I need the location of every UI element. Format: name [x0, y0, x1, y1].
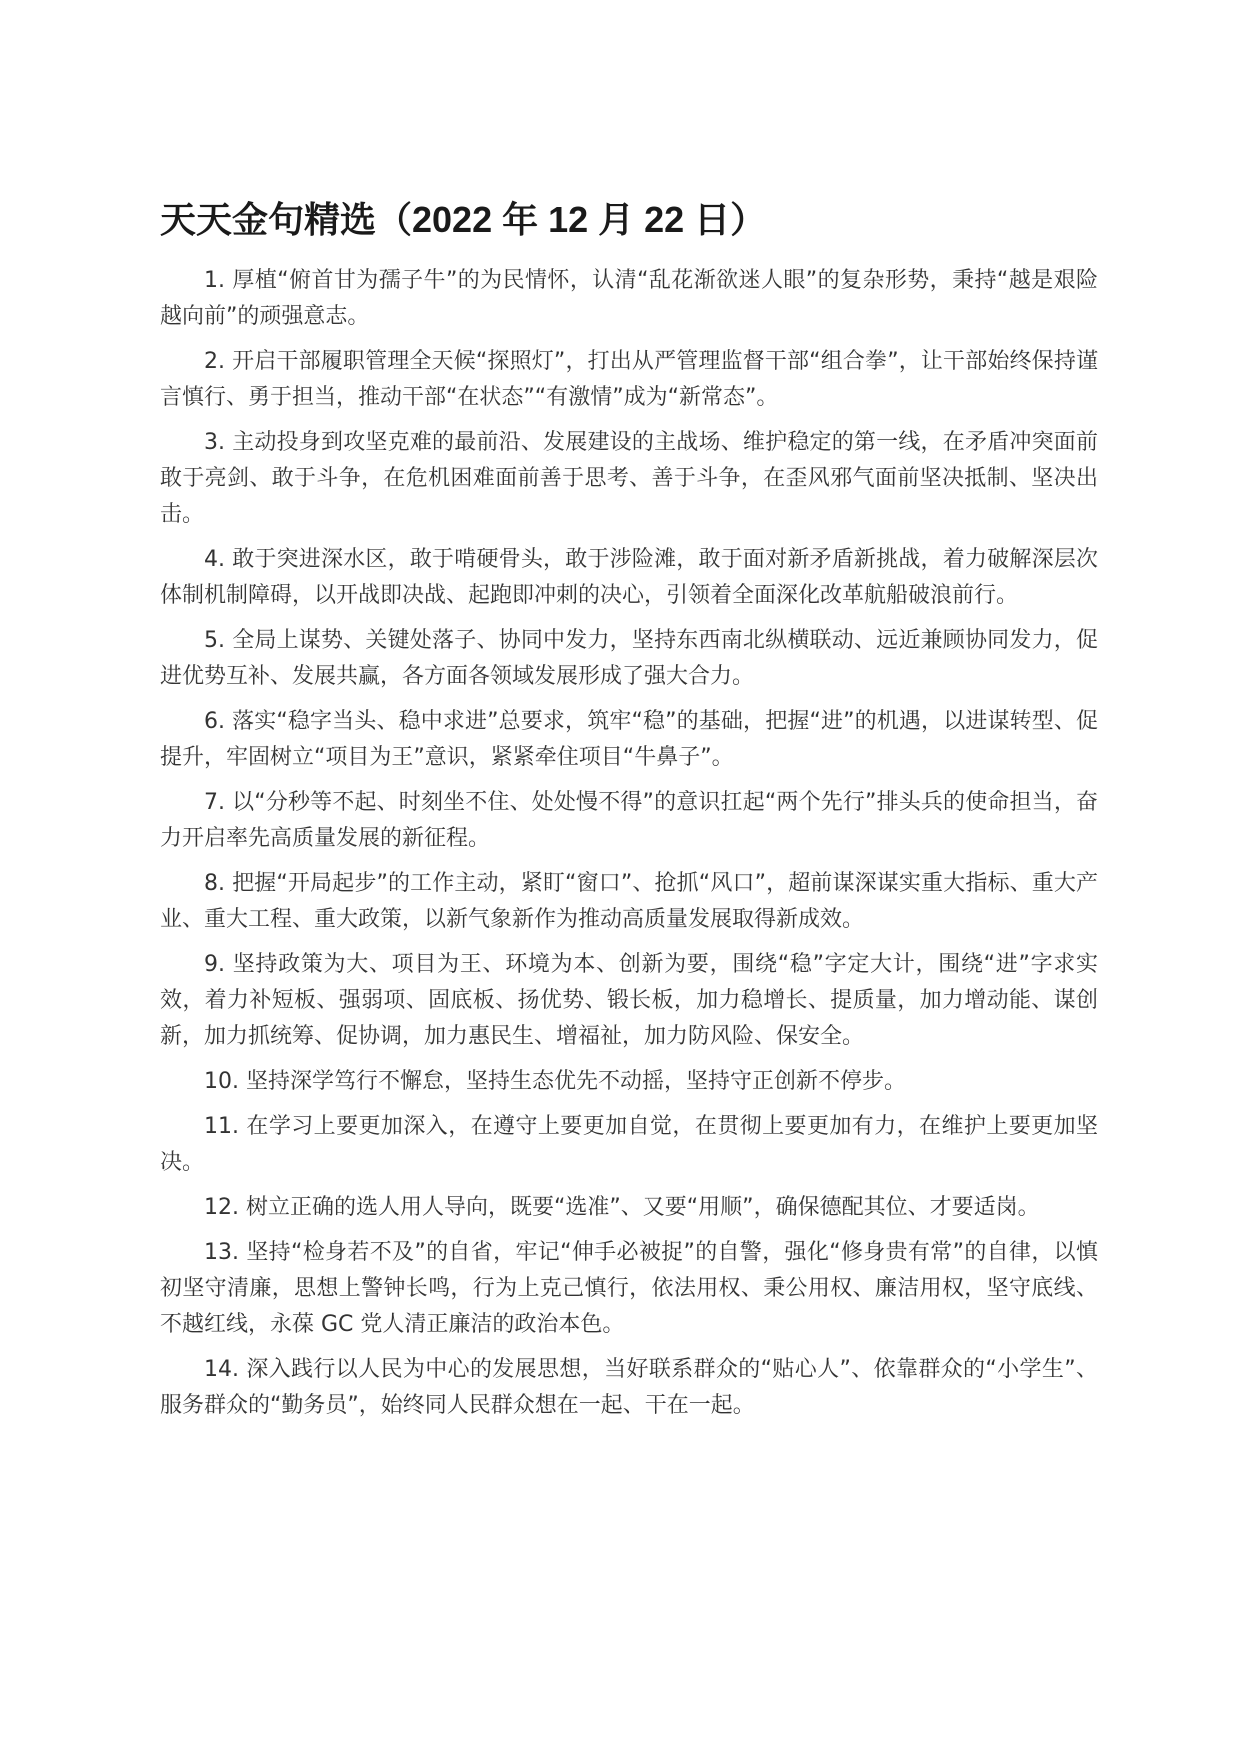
- quote-paragraph-3: 3. 主动投身到攻坚克难的最前沿、发展建设的主战场、维护稳定的第一线，在矛盾冲突面前敢于亮剑、敢于斗争，在危机困难面前善于思考、善于斗争，在歪风邪气面前坚决抵制、坚决出击。: [160, 430, 1098, 527]
- quote-paragraph-9: 9. 坚持政策为大、项目为王、环境为本、创新为要，围绕“稳”字定大计，围绕“进”字求实效，着力补短板、强弱项、固底板、扬优势、锻长板，加力稳增长、提质量，加力增动能、谋创新，加力抓统筹、促协调，加力惠民生、增福祉，加力防风险、保安全。: [160, 952, 1098, 1049]
- quote-paragraph-4: 4. 敢于突进深水区，敢于啃硬骨头，敢于涉险滩，敢于面对新矛盾新挑战，着力破解深层次体制机制障碍，以开战即决战、起跑即冲刺的决心，引领着全面深化改革航船破浪前行。: [160, 547, 1098, 608]
- quote-paragraph-12: 12. 树立正确的选人用人导向，既要“选准”、又要“用顺”，确保德配其位、才要适岗。: [204, 1195, 1040, 1220]
- quote-paragraph-10: 10. 坚持深学笃行不懈怠，坚持生态优先不动摇，坚持守正创新不停步。: [204, 1069, 906, 1094]
- quote-paragraph-13: 13. 坚持“检身若不及”的自省，牢记“伸手必被捉”的自警，强化“修身贵有常”的自律，以慎初坚守清廉，思想上警钟长鸣，行为上克己慎行，依法用权、秉公用权、廉洁用权，坚守底线、不越红线，永葆 GC 党人清正廉洁的政治本色。: [160, 1240, 1098, 1337]
- document-body: [160, 196, 1098, 1433]
- document-title: 天天金句精选（2022 年 12 月 22 日）: [160, 199, 767, 240]
- quote-paragraph-6: 6. 落实“稳字当头、稳中求进”总要求，筑牢“稳”的基础，把握“进”的机遇，以进谋转型、促提升，牢固树立“项目为王”意识，紧紧牵住项目“牛鼻子”。: [160, 709, 1098, 770]
- quote-paragraph-11: 11. 在学习上要更加深入，在遵守上要更加自觉，在贯彻上要更加有力，在维护上要更加坚决。: [160, 1114, 1098, 1175]
- quote-paragraph-14: 14. 深入践行以人民为中心的发展思想，当好联系群众的“贴心人”、依靠群众的“小学生”、服务群众的“勤务员”，始终同人民群众想在一起、干在一起。: [160, 1357, 1098, 1418]
- quote-paragraph-2: 2. 开启干部履职管理全天候“探照灯”，打出从严管理监督干部“组合拳”，让干部始终保持谨言慎行、勇于担当，推动干部“在状态”“有激情”成为“新常态”。: [160, 349, 1098, 410]
- quote-paragraph-7: 7. 以“分秒等不起、时刻坐不住、处处慢不得”的意识扛起“两个先行”排头兵的使命担当，奋力开启率先高质量发展的新征程。: [160, 790, 1098, 851]
- quote-paragraph-5: 5. 全局上谋势、关键处落子、协同中发力，坚持东西南北纵横联动、远近兼顾协同发力，促进优势互补、发展共赢，各方面各领域发展形成了强大合力。: [160, 628, 1098, 689]
- quote-paragraph-8: 8. 把握“开局起步”的工作主动，紧盯“窗口”、抢抓“风口”，超前谋深谋实重大指标、重大产业、重大工程、重大政策，以新气象新作为推动高质量发展取得新成效。: [160, 871, 1098, 932]
- quote-paragraph-1: 1. 厚植“俯首甘为孺子牛”的为民情怀，认清“乱花渐欲迷人眼”的复杂形势，秉持“越是艰险越向前”的顽强意志。: [160, 268, 1098, 329]
